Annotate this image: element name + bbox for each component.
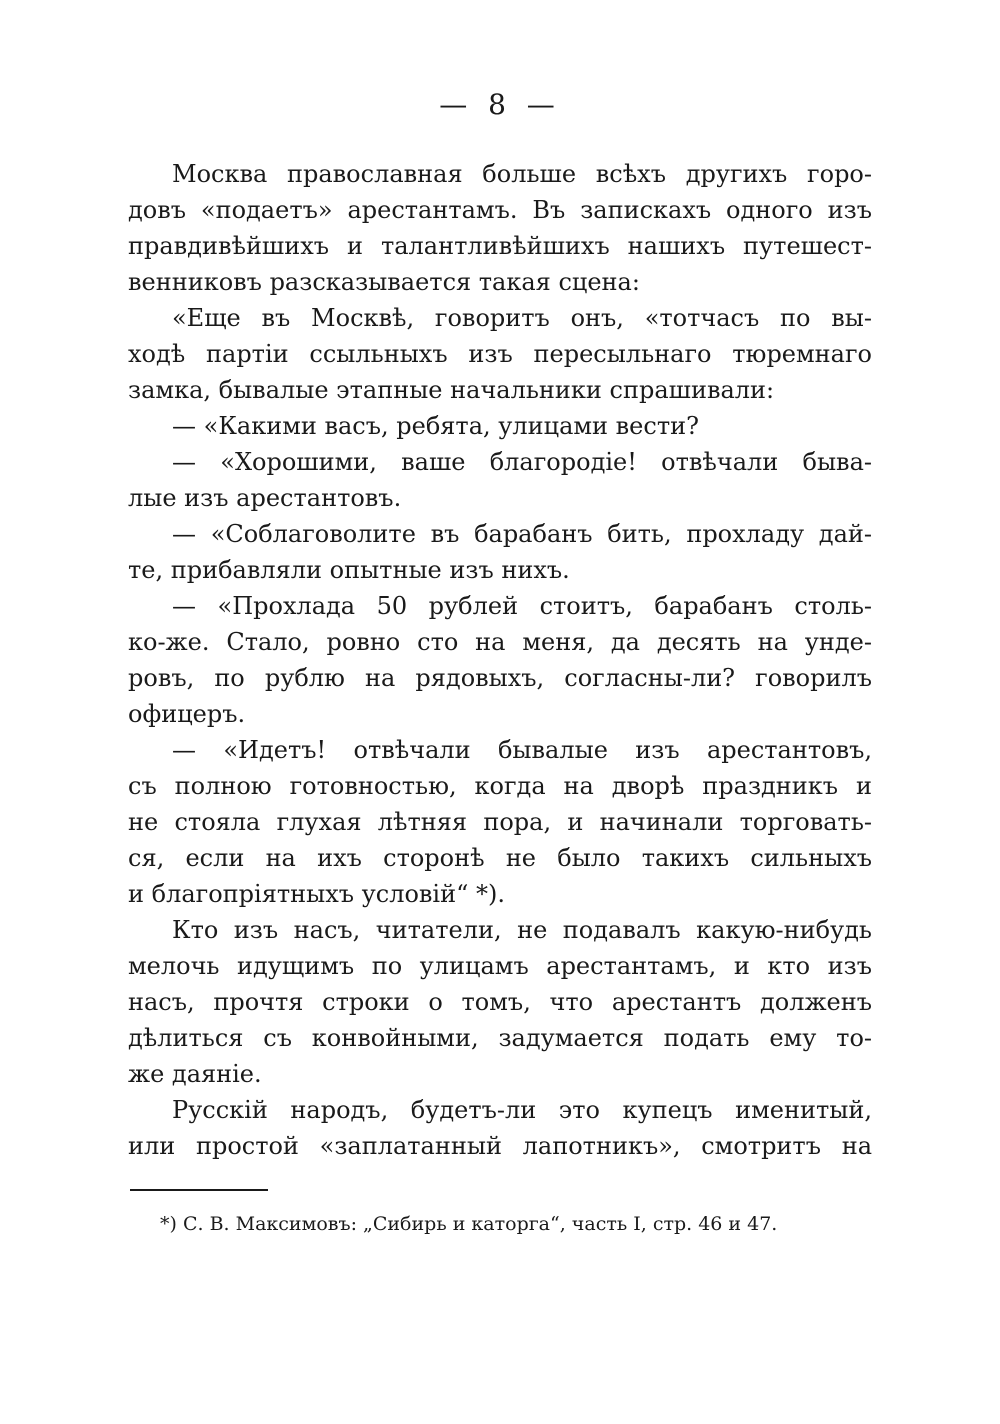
text-line: Русскій народъ, будетъ-ли это купецъ именитый, [172,1096,872,1124]
text-line: те, прибавляли опытные изъ нихъ. [128,556,570,584]
footnote-rule [130,1189,268,1191]
text-line: — «Хорошими, ваше благородіе! отвѣчали быва- [172,448,872,476]
text-line: же даяніе. [128,1060,262,1088]
text-line: правдивѣйшихъ и талантливѣйшихъ нашихъ путешест- [128,232,872,260]
text-line: и благопріятныхъ условій“ *). [128,880,505,908]
body-text [128,156,872,1164]
text-line: или простой «заплатанный лапотникъ», смотритъ на [128,1132,872,1160]
text-line: — «Соблаговолите въ барабанъ бить, прохладу дай- [172,520,872,548]
text-line: ся, если на ихъ сторонѣ не было такихъ сильныхъ [128,844,872,872]
text-line: — «Прохлада 50 рублей стоитъ, барабанъ столь- [172,592,872,620]
footnote: *) С. В. Максимовъ: „Сибирь и каторга“, часть I, стр. 46 и 47. [160,1213,778,1235]
text-line: лые изъ арестантовъ. [128,484,402,512]
text-line: мелочь идущимъ по улицамъ арестантамъ, и кто изъ [128,952,872,980]
text-line: насъ, прочтя строки о томъ, что арестантъ долженъ [128,988,872,1016]
text-line: Москва православная больше всѣхъ другихъ горо- [172,160,872,188]
text-line: не стояла глухая лѣтняя пора, и начинали торговать- [128,808,872,836]
text-line: Кто изъ насъ, читатели, не подавалъ какую-нибудь [172,916,872,944]
text-line: венниковъ разсказывается такая сцена: [128,268,640,296]
text-line: ходѣ партіи ссыльныхъ изъ пересыльнаго тюремнаго [128,340,872,368]
text-line: замка, бывалые этапные начальники спрашивали: [128,376,775,404]
text-line: съ полною готовностью, когда на дворѣ праздникъ и [128,772,872,800]
text-line: — «Какими васъ, ребята, улицами вести? [172,412,699,440]
text-line: дѣлиться съ конвойными, задумается подать ему то- [128,1024,872,1052]
text-line: довъ «подаетъ» арестантамъ. Въ запискахъ одного изъ [128,196,872,224]
text-line: ко-же. Стало, ровно сто на меня, да десять на унде- [128,628,872,656]
page-number: — 8 — [439,88,561,121]
text-line: офицеръ. [128,700,246,728]
text-line: «Еще въ Москвѣ, говоритъ онъ, «тотчасъ по вы- [172,304,872,332]
text-line: ровъ, по рублю на рядовыхъ, согласны-ли? говорилъ [128,664,872,692]
text-line: — «Идетъ! отвѣчали бывалые изъ арестантовъ, [172,736,872,764]
